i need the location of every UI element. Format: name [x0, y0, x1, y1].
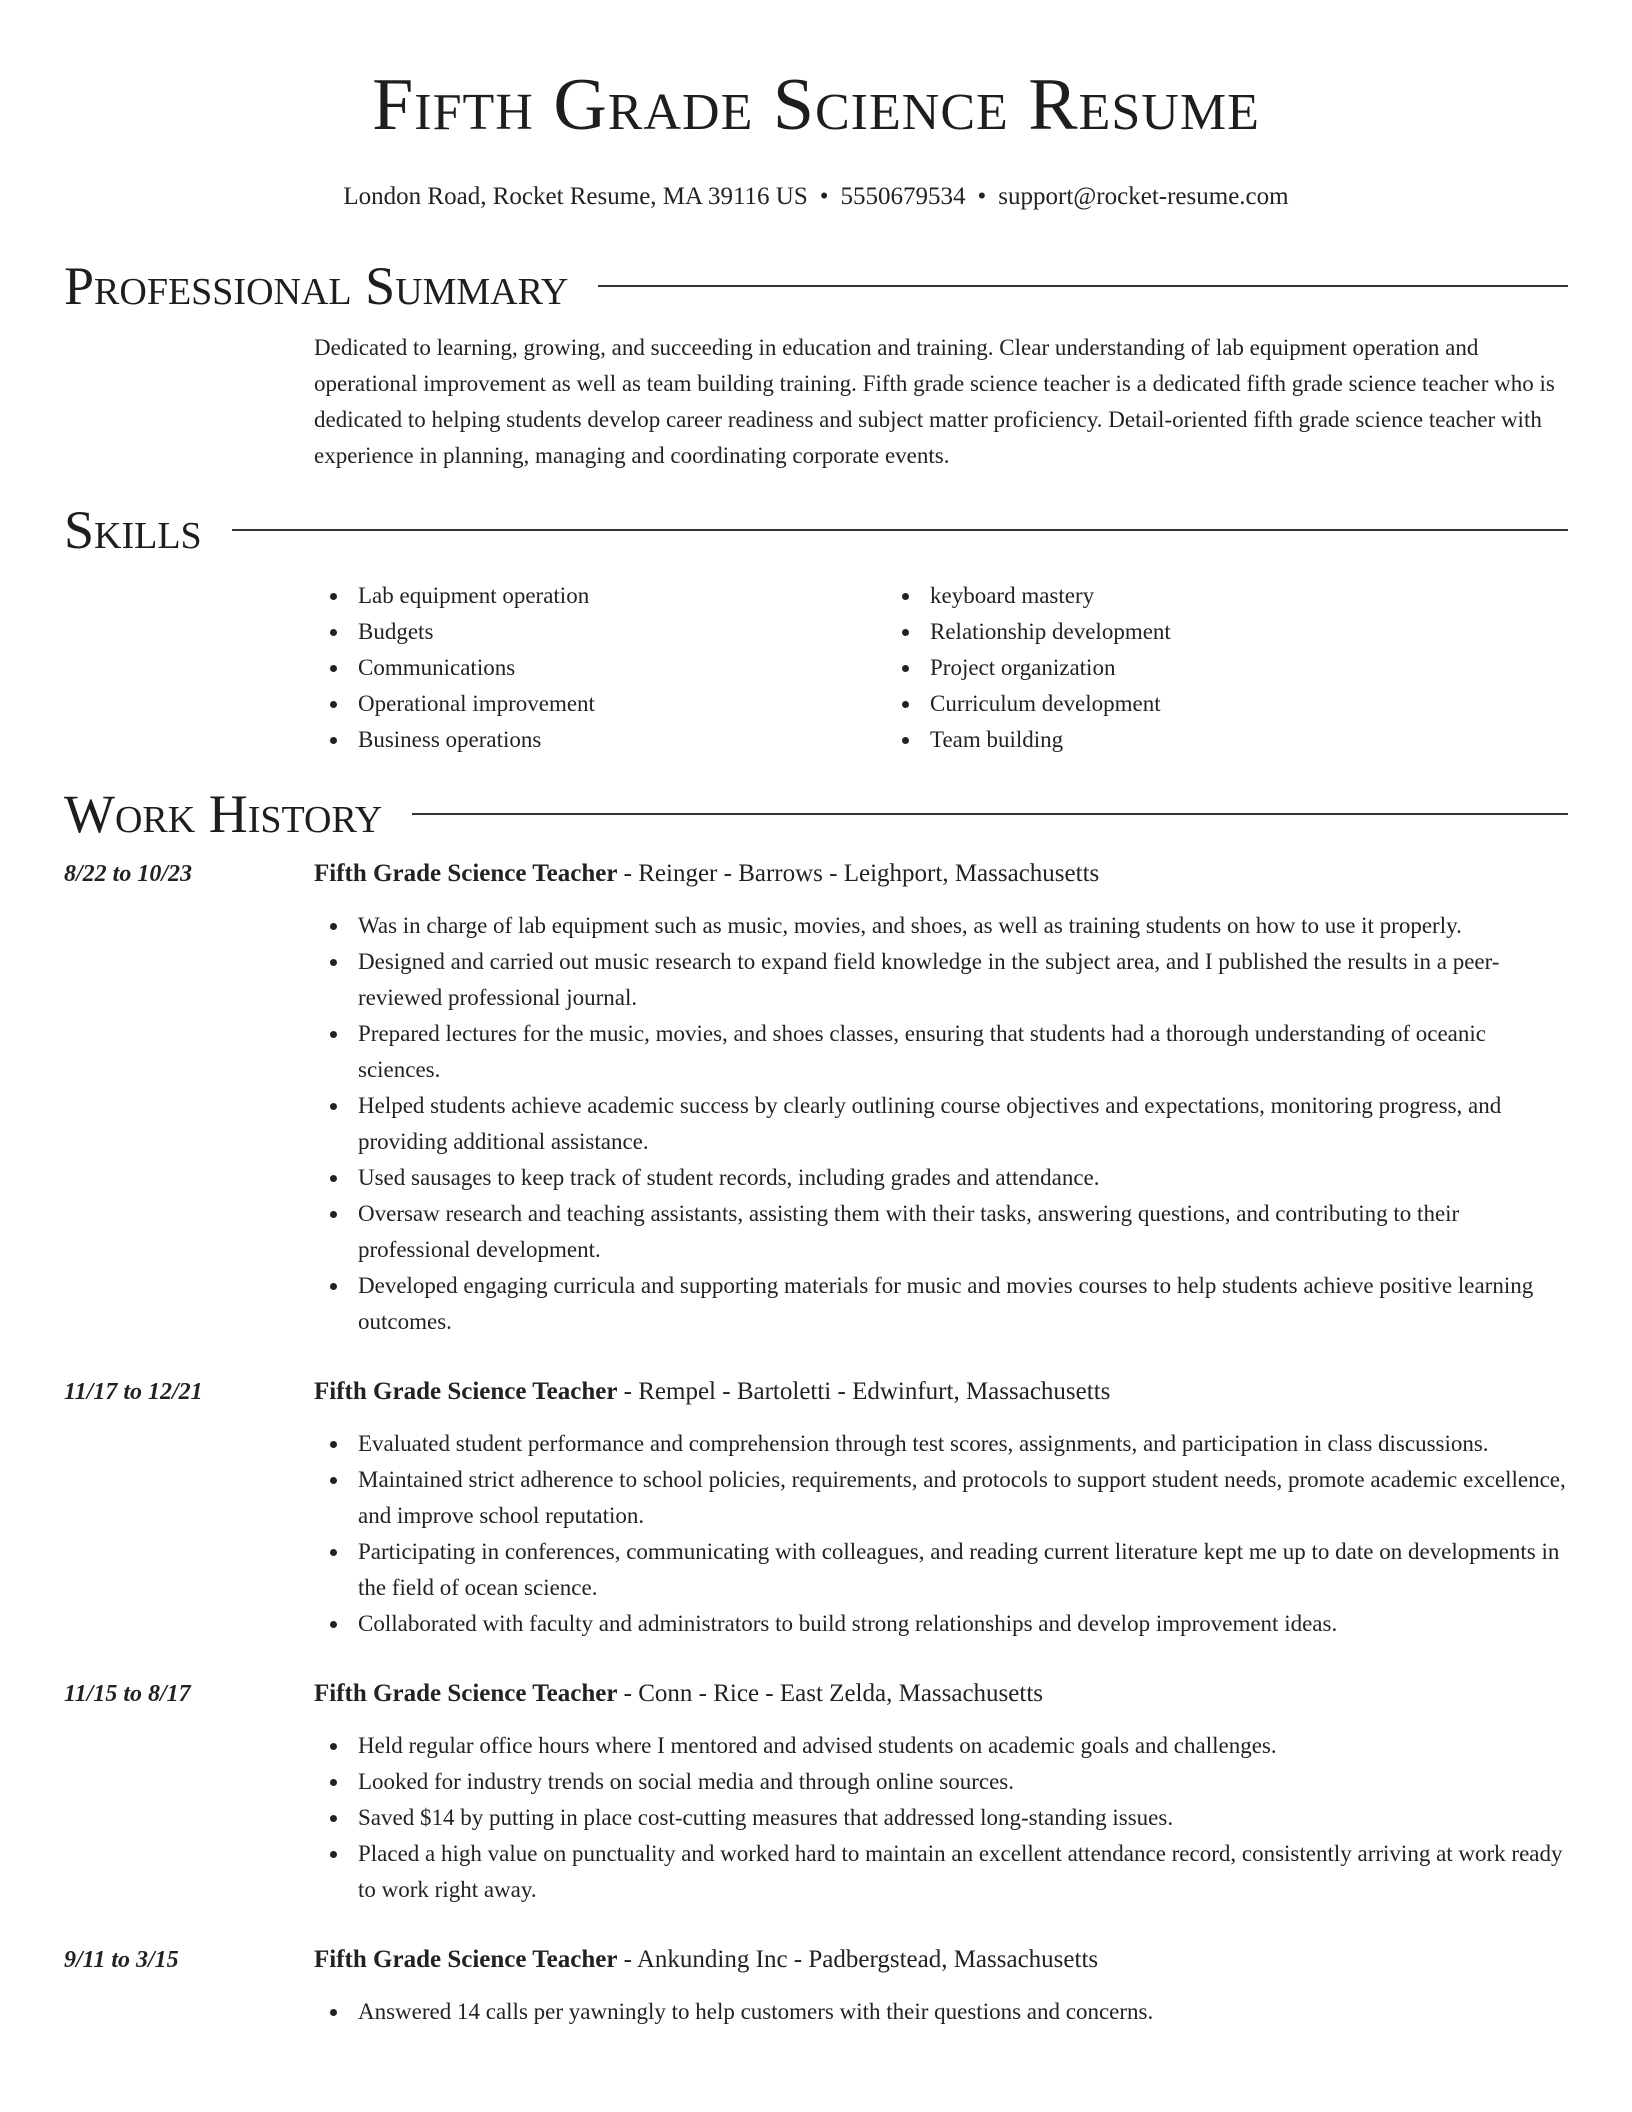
summary-text: Dedicated to learning, growing, and succeeding in education and training. Clear understanding of lab equipment operation and operational improvement as well as team building training. Fifth grade science teacher is a dedicated fifth grade science teacher who is dedicated to helping students develop career readiness and subject matter proficiency. Detail-oriented fifth grade science teacher with experience in planning, managing and coordinating corporate events.: [314, 335, 1555, 468]
job-dates: 9/11 to 3/15: [64, 1947, 179, 1973]
job-bullet: Answered 14 calls per yawningly to help customers with their questions and concerns.: [358, 1994, 1568, 2030]
job-employer: - Ankunding Inc - Padbergstead, Massachusetts: [617, 1946, 1099, 1973]
job-bullet: Collaborated with faculty and administrators to build strong relationships and develop improvement ideas.: [358, 1606, 1568, 1642]
section-divider: [232, 529, 1568, 531]
job-bullet: Held regular office hours where I mentored and advised students on academic goals and challenges.: [358, 1728, 1568, 1764]
job-dates: 11/17 to 12/21: [64, 1379, 203, 1405]
job-heading: [314, 1374, 1568, 1410]
job-bullet: Evaluated student performance and comprehension through test scores, assignments, and participation in class discussions.: [358, 1426, 1568, 1462]
job-bullet: Developed engaging curricula and supporting materials for music and movies courses to help students achieve positive learning outcomes.: [358, 1268, 1568, 1340]
skill-item: Curriculum development: [930, 686, 1458, 722]
job-title: Fifth Grade Science Teacher: [314, 1378, 618, 1405]
summary-heading: Professional Summary: [64, 256, 569, 316]
job-details: [314, 1942, 1568, 2030]
job-title: Fifth Grade Science Teacher: [314, 860, 618, 887]
job-entry: [64, 1374, 1568, 1642]
skill-item: Communications: [358, 650, 886, 686]
contact-line: [64, 182, 1568, 212]
job-details: [314, 856, 1568, 1340]
job-employer: - Conn - Rice - East Zelda, Massachusetts: [617, 1680, 1044, 1707]
job-bullets: [314, 1728, 1568, 1908]
job-dates: 11/15 to 8/17: [64, 1681, 191, 1707]
job-heading: [314, 1676, 1568, 1712]
job-bullet: Designed and carried out music research to expand field knowledge in the subject area, and I published the results in a peer-reviewed professional journal.: [358, 944, 1568, 1016]
skill-item: Business operations: [358, 722, 886, 758]
job-details: [314, 1374, 1568, 1642]
skill-item: Lab equipment operation: [358, 578, 886, 614]
job-bullet: Was in charge of lab equipment such as music, movies, and shoes, as well as training students on how to use it properly.: [358, 908, 1568, 944]
work-section-header: [64, 784, 1568, 844]
job-details: [314, 1676, 1568, 1908]
job-bullet: Used sausages to keep track of student records, including grades and attendance.: [358, 1160, 1568, 1196]
skill-item: keyboard mastery: [930, 578, 1458, 614]
skill-item: Team building: [930, 722, 1458, 758]
skills-column-right: [886, 578, 1458, 758]
job-bullets: [314, 1426, 1568, 1642]
job-bullet: Prepared lectures for the music, movies, and shoes classes, ensuring that students had a thorough understanding of oceanic sciences.: [358, 1016, 1568, 1088]
job-bullet: Looked for industry trends on social media and through online sources.: [358, 1764, 1568, 1800]
job-bullets: [314, 908, 1568, 1340]
job-bullet: Helped students achieve academic success by clearly outlining course objectives and expectations, monitoring progress, and providing additional assistance.: [358, 1088, 1568, 1160]
job-bullet: Saved $14 by putting in place cost-cutting measures that addressed long-standing issues.: [358, 1800, 1568, 1836]
job-heading: [314, 1942, 1568, 1978]
contact-email: support@rocket-resume.com: [998, 183, 1289, 210]
job-bullet: Participating in conferences, communicating with colleagues, and reading current literature kept me up to date on developments in the field of ocean science.: [358, 1534, 1568, 1606]
skills-column-left: [314, 578, 886, 758]
job-entry: [64, 1676, 1568, 1908]
contact-phone: 5550679534: [840, 183, 966, 210]
job-entry: [64, 1942, 1568, 2030]
contact-separator: •: [977, 183, 987, 210]
summary-section-header: [64, 256, 1568, 316]
skill-item: Operational improvement: [358, 686, 886, 722]
job-employer: - Reinger - Barrows - Leighport, Massachusetts: [617, 860, 1100, 887]
skill-item: Project organization: [930, 650, 1458, 686]
skills-section-header: [64, 500, 1568, 560]
job-entry: [64, 856, 1568, 1340]
job-bullet: Oversaw research and teaching assistants, assisting them with their tasks, answering questions, and contributing to their professional development.: [358, 1196, 1568, 1268]
job-bullet: Placed a high value on punctuality and worked hard to maintain an excellent attendance record, consistently arriving at work ready to work right away.: [358, 1836, 1568, 1908]
job-dates: 8/22 to 10/23: [64, 861, 193, 887]
job-employer: - Rempel - Bartoletti - Edwinfurt, Massachusetts: [617, 1378, 1111, 1405]
contact-separator: •: [819, 183, 829, 210]
skill-item: Relationship development: [930, 614, 1458, 650]
skills-list: [314, 578, 1568, 758]
work-heading: Work History: [64, 784, 383, 844]
resume-name: Fifth Grade Science Resume: [372, 64, 1260, 146]
job-title: Fifth Grade Science Teacher: [314, 1946, 618, 1973]
section-divider: [598, 285, 1568, 287]
job-bullet: Maintained strict adherence to school policies, requirements, and protocols to support student needs, promote academic excellence, and improve school reputation.: [358, 1462, 1568, 1534]
section-divider: [412, 813, 1568, 815]
job-title: Fifth Grade Science Teacher: [314, 1680, 618, 1707]
contact-address: London Road, Rocket Resume, MA 39116 US: [343, 183, 808, 210]
skill-item: Budgets: [358, 614, 886, 650]
job-bullets: [314, 1994, 1568, 2030]
skills-heading: Skills: [64, 500, 202, 560]
job-heading: [314, 856, 1568, 892]
